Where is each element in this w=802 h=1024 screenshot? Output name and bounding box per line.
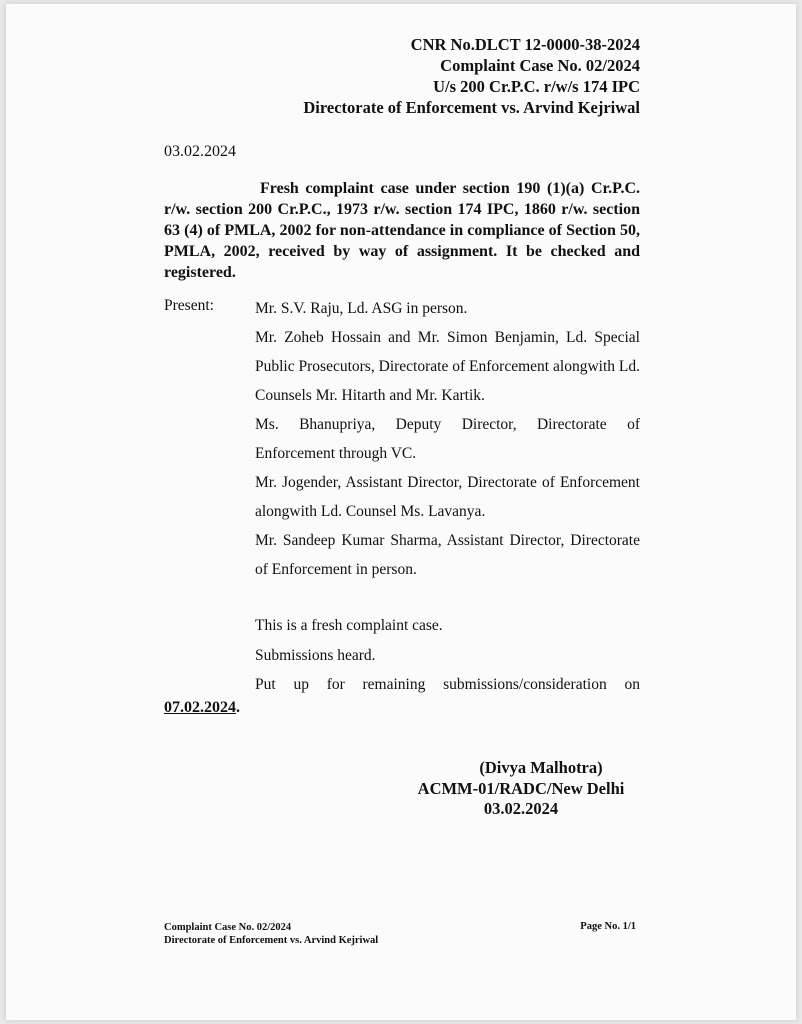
footer-parties: Directorate of Enforcement vs. Arvind Kejriwal xyxy=(164,935,379,946)
word: on xyxy=(624,676,640,693)
next-date-value: 07.02.2024 xyxy=(164,699,236,716)
present-entry: Mr. Jogender, Assistant Director, Directorate of Enforcement alongwith Ld. Counsel Ms. Lavanya. xyxy=(255,474,640,520)
proceedings-line: This is a fresh complaint case. xyxy=(255,617,443,634)
present-list xyxy=(255,294,640,584)
order-paragraph: Fresh complaint case under section 190 (1)(a) Cr.P.C. r/w. section 200 Cr.P.C., 1973 r/w. section 174 IPC, 1860 r/w. section 63 (4) of PMLA, 2002 for non-attendance in compliance of Section 50, PMLA, 2002, received by way of assignment. It be checked and registered. xyxy=(164,180,640,281)
footer-case-number: Complaint Case No. 02/2024 xyxy=(164,922,292,933)
next-date-suffix: . xyxy=(236,699,240,716)
complaint-case-number: Complaint Case No. 02/2024 xyxy=(440,56,640,75)
footer-case-info xyxy=(164,921,378,947)
proceedings-line xyxy=(255,670,640,700)
page-number: Page No. 1/1 xyxy=(580,921,636,932)
case-header xyxy=(303,34,640,118)
signature-date: 03.02.2024 xyxy=(483,799,559,818)
present-entry: Ms. Bhanupriya, Deputy Director, Directorate of Enforcement through VC. xyxy=(255,416,640,462)
next-hearing-date xyxy=(164,699,240,717)
present-entry: Mr. Sandeep Kumar Sharma, Assistant Director, Directorate of Enforcement in person. xyxy=(255,532,640,578)
word: Put xyxy=(255,676,276,693)
order-date: 03.02.2024 xyxy=(164,143,236,160)
case-parties: Directorate of Enforcement vs. Arvind Kejriwal xyxy=(303,98,640,117)
present-entry: Mr. S.V. Raju, Ld. ASG in person. xyxy=(255,300,468,317)
sections-line: U/s 200 Cr.P.C. r/w/s 174 IPC xyxy=(433,77,640,96)
word: up xyxy=(293,676,309,693)
signature-block xyxy=(401,758,641,820)
document-page xyxy=(6,4,796,1020)
judge-designation: ACMM-01/RADC/New Delhi xyxy=(417,778,625,798)
proceedings-line: Submissions heard. xyxy=(255,646,376,664)
word: remaining xyxy=(362,676,426,693)
present-label: Present: xyxy=(164,297,214,314)
judge-name: (Divya Malhotra) xyxy=(479,758,603,777)
cnr-number: CNR No.DLCT 12-0000-38-2024 xyxy=(410,35,640,54)
word: submissions/consideration xyxy=(443,676,607,693)
present-entry: Mr. Zoheb Hossain and Mr. Simon Benjamin, Ld. Special Public Prosecutors, Directorate of Enforcement alongwith Ld. Counsels Mr. Hitarth and Mr. Kartik. xyxy=(255,329,640,404)
word: for xyxy=(326,676,345,693)
proceedings xyxy=(255,611,640,700)
